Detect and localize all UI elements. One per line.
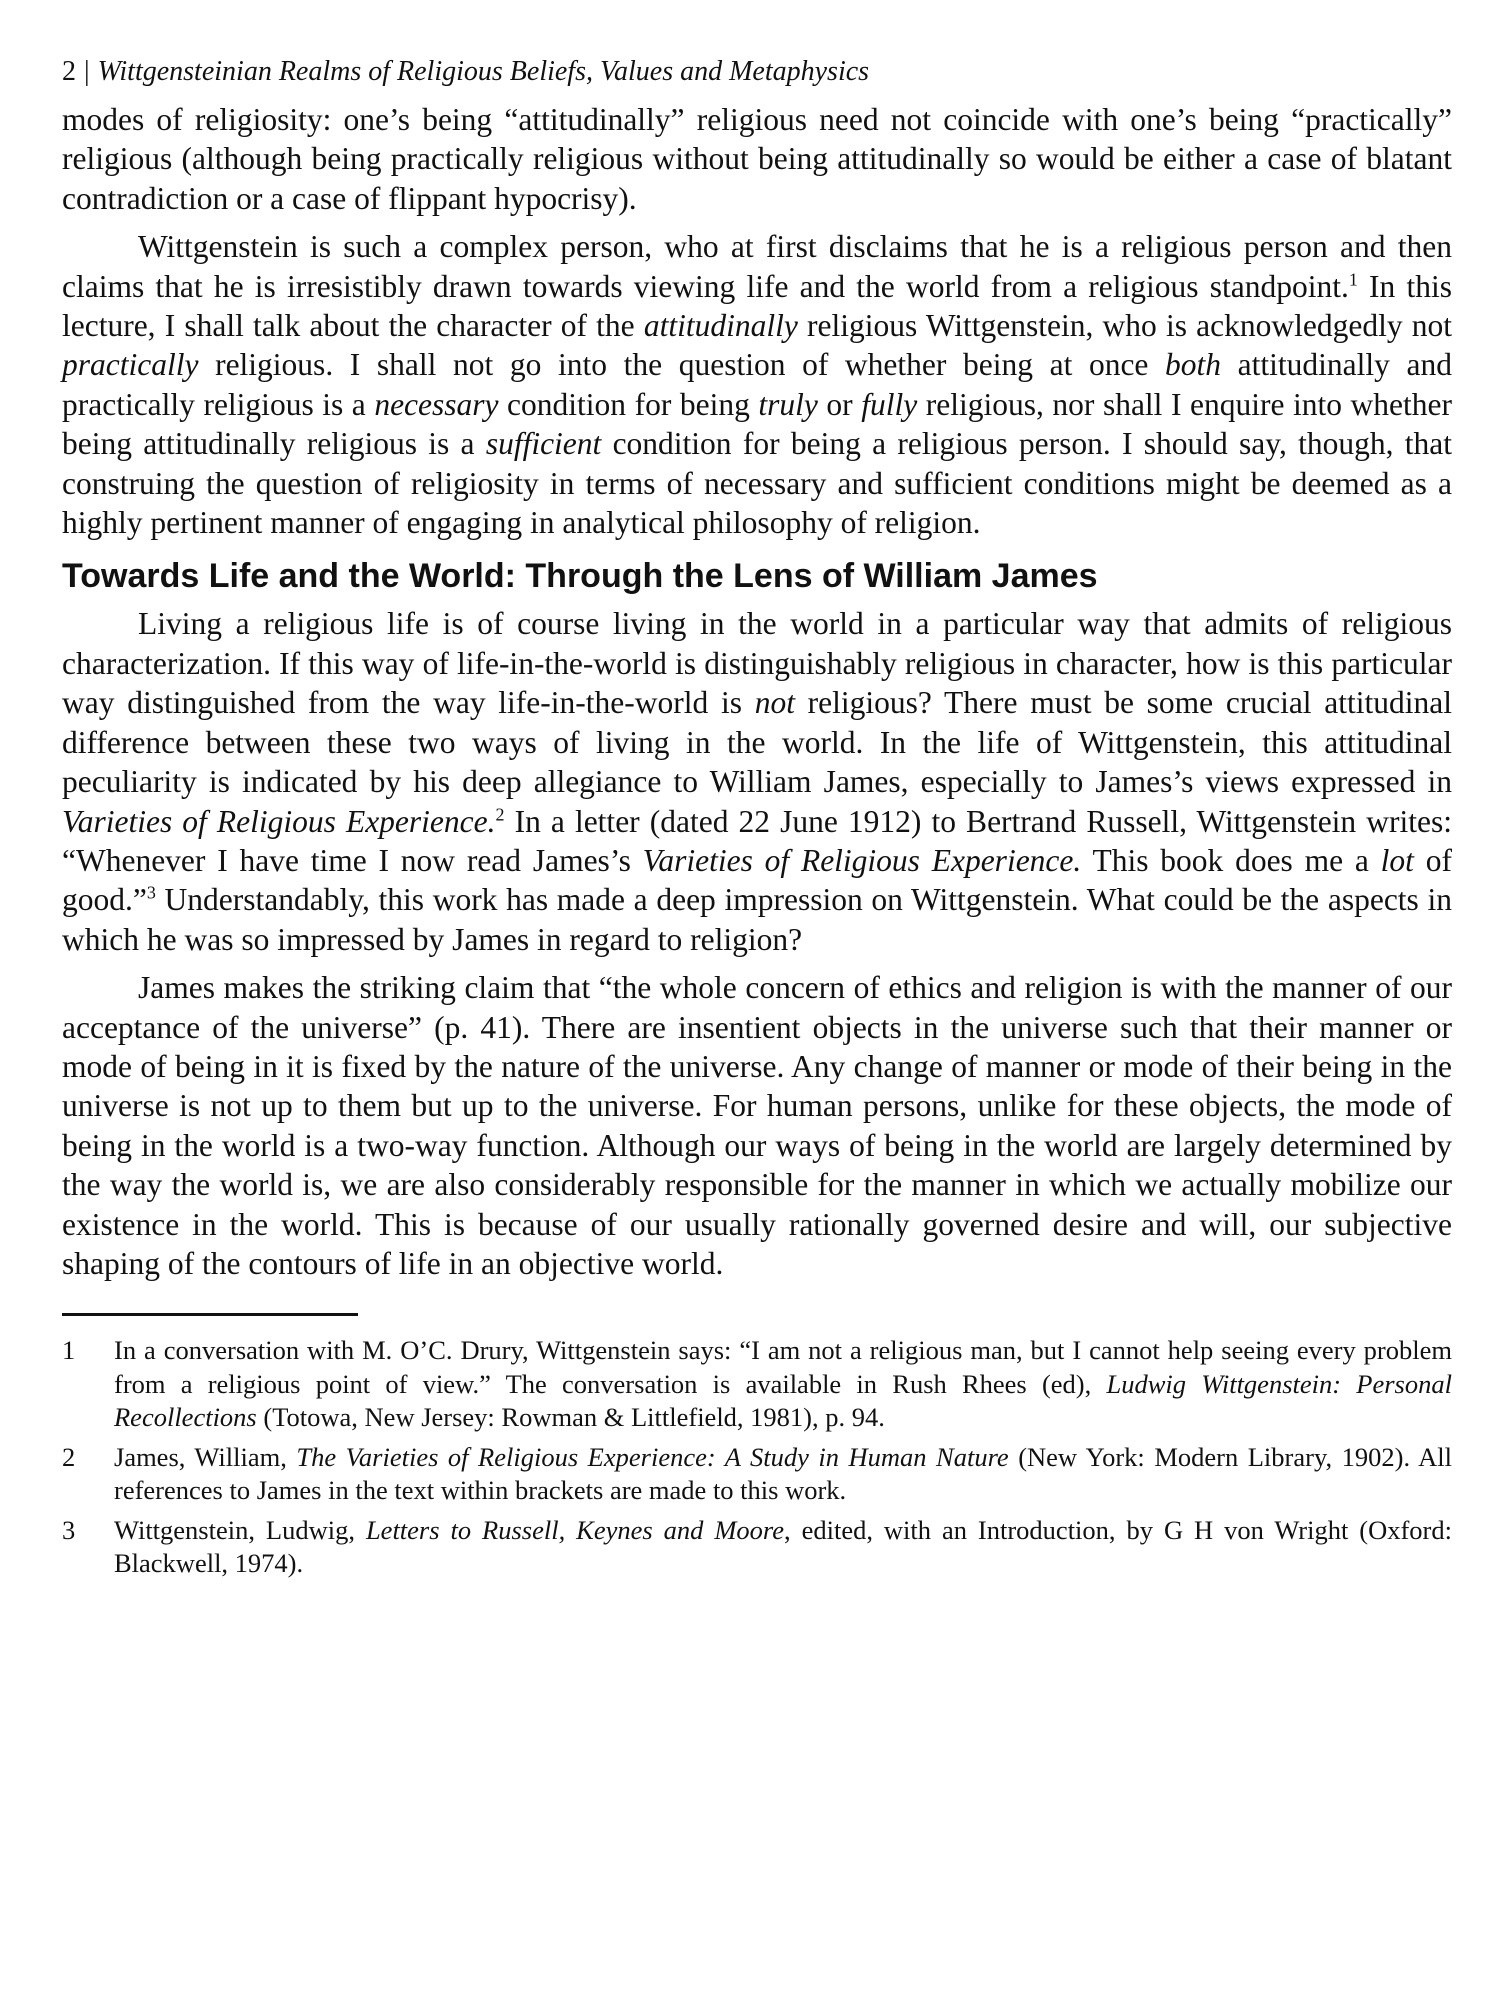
para-2-text-e: attitudinally and practically religious is a	[62, 347, 1452, 422]
para-3-text-b: religious? There must be some crucial attitudinal difference between these two ways of living in the world. In the life of Wittgenstein, this attitudinal peculiarity is indicated by his deep allegiance to William James, especially to James’s views expressed in	[62, 685, 1453, 800]
footnote-3-text-b: , edited, with an Introduction, by G H von Wright (Oxford: Blackwell, 1974).	[114, 1514, 1452, 1579]
para-2-text-b: In this lecture, I shall talk about the character of the	[62, 268, 1452, 344]
footnote-2-number: 2	[62, 1441, 76, 1472]
para-3-text-f: Understandably, this work has made a deep impression on Wittgenstein. What could be the aspects in which he was so impressed by James in regard to religion?	[62, 882, 1452, 957]
para-2-text-d: religious. I shall not go into the question of whether being at once	[198, 347, 1166, 383]
footnote-ref-3[interactable]: 3	[146, 882, 156, 903]
para-3-text-a: Living a religious life is of course living in the world in a particular way that admits of religious characterization. If this way of life-in-the-world is distinguishably religious in character, how is this particular way distinguished from the way life-in-the-world is	[62, 606, 1452, 721]
paragraph-1	[62, 100, 1452, 218]
para-2-emphasis-fully: fully	[861, 386, 918, 422]
para-2-text-g: or	[817, 386, 862, 422]
page-number: 2	[62, 56, 76, 87]
para-2-text-f: condition for being	[498, 386, 759, 422]
footnote-3-number: 3	[62, 1514, 76, 1545]
running-head-separator: |	[84, 56, 90, 87]
para-2-emphasis-necessary: necessary	[374, 386, 499, 422]
footnote-1	[62, 1334, 1452, 1435]
para-3-text-c: In a letter (dated 22 June 1912) to Bertrand Russell, Wittgenstein writes: “Whenever I have time I now read James’s	[62, 803, 1452, 878]
footnote-2-text-b: (New York: Modern Library, 1902). All references to James in the text within brackets are made to this work.	[114, 1441, 1453, 1506]
para-2-emphasis-truly: truly	[758, 386, 818, 422]
para-2-text-i: condition for being a religious person. I should say, though, that construing the question of religiosity in terms of necessary and sufficient conditions might be deemed as a highly pertinent manner of engaging in analytical philosophy of religion.	[62, 426, 1453, 541]
footnote-3-book-title: Letters to Russell, Keynes and Moore	[365, 1514, 785, 1545]
footnote-ref-2[interactable]: 2	[495, 804, 505, 824]
book-title: Wittgensteinian Realms of Religious Beliefs, Values and Metaphysics	[97, 56, 870, 87]
para-2-emphasis-both: both	[1165, 347, 1222, 383]
footnote-3-text-a: Wittgenstein, Ludwig,	[114, 1514, 366, 1545]
footnote-3-text	[114, 1514, 1452, 1581]
para-3-text-d: This book does me a	[1081, 842, 1381, 878]
footnote-divider	[62, 1313, 358, 1316]
footnote-ref-1[interactable]: 1	[1348, 269, 1358, 290]
para-2-emphasis-attitudinally: attitudinally	[643, 308, 798, 344]
para-3-text-e: of good.”	[62, 842, 1452, 918]
para-2-emphasis-sufficient: sufficient	[485, 426, 602, 462]
para-2-text-a: Wittgenstein is such a complex person, who at first disclaims that he is a religious person and then claims that he is irresistibly drawn towards viewing life and the world from a religious standpoint.	[62, 229, 1452, 304]
footnote-2-text	[114, 1441, 1452, 1508]
para-2-text-h: religious, nor shall I enquire into whether being attitudinally religious is a	[62, 386, 1452, 462]
paragraph-1-text: modes of religiosity: one’s being “attitudinally” religious need not coincide with one’s being “practically” religious (although being practically religious without being attitudinally so would be either a case of blatant contradiction or a case of flippant hypocrisy).	[62, 102, 1452, 216]
paragraph-2	[62, 227, 1452, 542]
para-3-emphasis-not: not	[754, 685, 795, 721]
footnote-2	[62, 1441, 1452, 1508]
paragraph-3	[62, 604, 1452, 959]
section-heading: Towards Life and the World: Through the Lens of William James	[62, 557, 1098, 596]
footnote-1-text-a: In a conversation with M. O’C. Drury, Wittgenstein says: “I am not a religious man, but I cannot help seeing every problem from a religious point of view.” The conversation is available in Rush Rhees (ed),	[114, 1335, 1452, 1399]
footnote-2-text-a: James, William,	[114, 1441, 297, 1472]
footnote-1-text	[114, 1334, 1452, 1435]
para-2-emphasis-practically: practically	[62, 347, 199, 383]
footnote-1-book-title: Ludwig Wittgenstein: Personal Recollections	[114, 1368, 1452, 1433]
paragraph-4-text: James makes the striking claim that “the whole concern of ethics and religion is with the manner of our acceptance of the universe” (p. 41). There are insentient objects in the universe such that their manner or mode of being in it is fixed by the nature of the universe. Any change of manner or mode of their being in the universe is not up to them but up to the universe. For human persons, unlike for these objects, the mode of being in the world is a two-way function. Although our ways of being in the world are largely determined by the way the world is, we are also considerably responsible for the manner in which we actually mobilize our existence in the world. This is because of our usually rationally governed desire and will, our subjective shaping of the contours of life in an objective world.	[62, 970, 1452, 1281]
running-head	[62, 52, 1452, 92]
footnote-1-text-b: (Totowa, New Jersey: Rowman & Littlefield, 1981), p. 94.	[256, 1402, 885, 1433]
para-2-text-c: religious Wittgenstein, who is acknowledgedly not	[797, 308, 1452, 344]
book-page	[62, 52, 1452, 1587]
paragraph-4	[62, 968, 1452, 1283]
para-3-emphasis-lot: lot	[1380, 842, 1414, 878]
footnote-1-number: 1	[62, 1335, 76, 1366]
para-3-emphasis-varieties-2: Varieties of Religious Experience.	[642, 842, 1082, 878]
footnote-3	[62, 1514, 1452, 1581]
footnote-2-book-title: The Varieties of Religious Experience: A Study in Human Nature	[296, 1441, 1009, 1472]
para-3-emphasis-varieties-1: Varieties of Religious Experience.	[62, 803, 496, 839]
